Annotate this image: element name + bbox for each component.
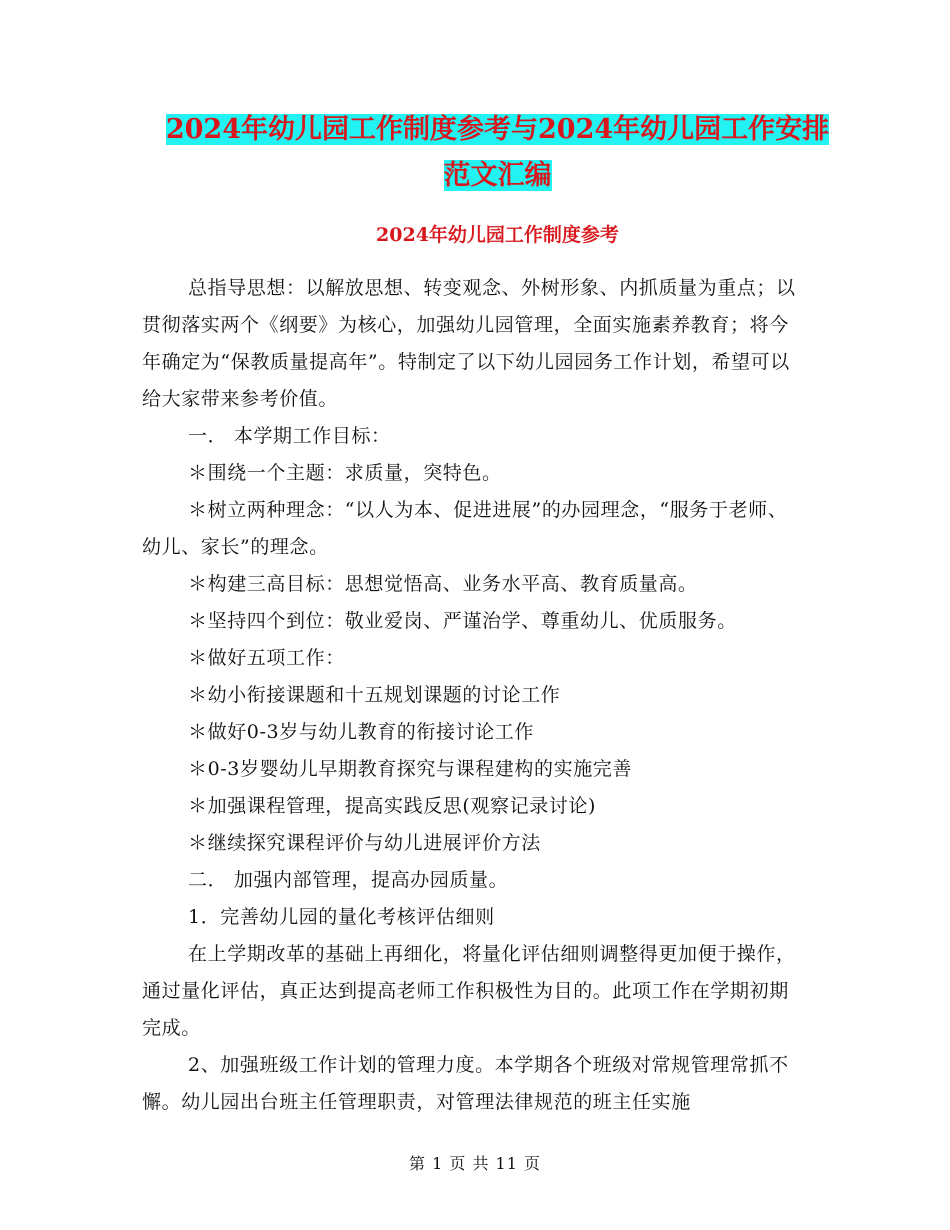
document-title-text-1: 2024年幼儿园工作制度参考与2024年幼儿园工作安排: [165, 114, 830, 145]
paragraph-guiding-thought: 总指导思想：以解放思想、转变观念、外树形象、内抓质量为重点；以贯彻落实两个《纲要》为核心，加强幼儿园管理，全面实施素养教育；将今年确定为“保教质量提高年”。特制定了以下幼儿园园务工作计划，希望可以给大家带来参考价值。: [142, 277, 796, 410]
list-item: ＊继续探究课程评价与幼儿进展评价方法: [188, 832, 541, 854]
document-title-line-2: [140, 153, 855, 199]
list-item: ＊做好五项工作：: [188, 647, 345, 669]
document-title-line-1: [140, 107, 855, 153]
list-item: ＊构建三高目标：思想觉悟高、业务水平高、教育质量高。: [188, 573, 698, 595]
heading-semester-goals: 一． 本学期工作目标：: [188, 425, 391, 447]
list-item: ＊围绕一个主题：求质量，突特色。: [188, 462, 502, 484]
document-body: [142, 270, 804, 1121]
paragraph-class-management: 2、加强班级工作计划的管理力度。本学期各个班级对常规管理常抓不懈。幼儿园出台班主任管理职责，对管理法律规范的班主任实施: [142, 1054, 789, 1113]
page-footer: 第 1 页 共 11 页: [409, 1154, 541, 1173]
paragraph-evaluation: 在上学期改革的基础上再细化，将量化评估细则调整得更加便于操作，通过量化评估，真正达到提高老师工作积极性为目的。此项工作在学期初期完成。: [142, 943, 796, 1039]
list-item: ＊幼小衔接课题和十五规划课题的讨论工作: [188, 684, 561, 706]
list-item: ＊加强课程管理，提高实践反思(观察记录讨论): [188, 795, 597, 817]
list-item: ＊坚持四个到位：敬业爱岗、严谨治学、尊重幼儿、优质服务。: [188, 610, 737, 632]
list-item: ＊做好0-3岁与幼儿教育的衔接讨论工作: [188, 721, 534, 743]
subheading-evaluation-rules: 1．完善幼儿园的量化考核评估细则: [188, 906, 495, 928]
list-item: ＊0-3岁婴幼儿早期教育探究与课程建构的实施完善: [188, 758, 632, 780]
section-title: 2024年幼儿园工作制度参考: [376, 224, 619, 246]
heading-internal-management: 二． 加强内部管理，提高办园质量。: [188, 869, 509, 891]
list-item: ＊树立两种理念：“以人为本、促进进展”的办园理念，“服务于老师、幼儿、家长”的理念。: [142, 499, 788, 558]
document-title-text-2: 范文汇编: [443, 160, 552, 191]
